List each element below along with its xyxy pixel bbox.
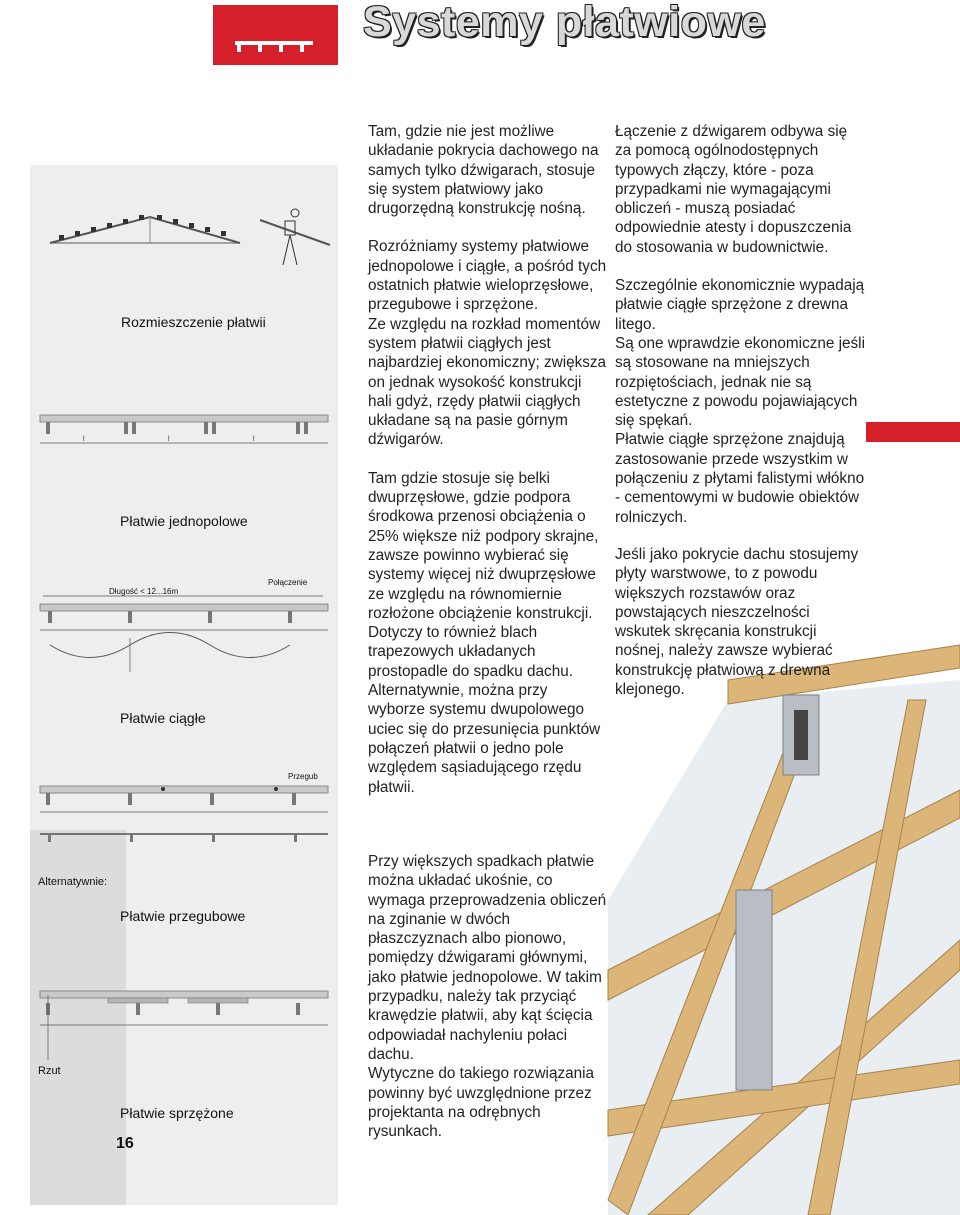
timber-structure-photo	[608, 640, 960, 1215]
single-span-diagram	[38, 405, 333, 450]
length-label: Długość < 12...16m	[109, 587, 179, 596]
brand-logo	[213, 5, 338, 65]
hinged-diagram	[38, 782, 333, 852]
plan-label: Rzut	[38, 1065, 61, 1077]
paragraph: Tam, gdzie nie jest możliwe układanie pokrycia dachowego na samych tylko dźwigarach, stosuje się system płatwiowy jako drugorzędną konstrukcję nośną.	[368, 123, 599, 218]
svg-text:l: l	[83, 436, 85, 443]
paragraph: Płatwie ciągłe sprzężone znajdują zastosowanie przede wszystkim w połączeniu z płytami falistymi włókno - cementowymi w budowie obiektów rolniczych.	[615, 431, 865, 526]
figure-caption-layout: Rozmieszczenie płatwii	[121, 314, 266, 330]
paragraph: Dotyczy to również blach trapezowych układanych prostopadle do spadku dachu.	[368, 624, 573, 680]
figure-caption-coupled: Płatwie sprzężone	[120, 1105, 234, 1121]
hinge-label: Przegub	[288, 772, 318, 781]
paragraph: Przy większych spadkach płatwie można układać ukośnie, co wymaga przeprowadzenia obliczeń na zginanie w dwóch płaszczyznach albo pionowo, pomiędzy dźwigarami głównymi, jako płatwie jednopolowe. W takim przypadku, należy tak przyciąć krawędzie płatwii, aby kąt ścięcia odpowiadał nachyleniu połaci dachu.	[368, 853, 607, 1063]
alternative-label: Alternatywnie:	[38, 876, 108, 888]
paragraph: Jeśli jako pokrycie dachu stosujemy płyty warstwowe, to z powodu większych rozstawów oraz powstających nieszczelności wskutek skręcania konstrukcji nośnej, należy zawsze wybierać konstrukcję płatwiową z drewna klejonego.	[615, 546, 859, 699]
paragraph: Tam gdzie stosuje się belki dwuprzęsłowe, gdzie podpora środkowa przenosi obciążenia o 25% większe niż podpory skrajne, zawsze powinno wybierać się systemy więcej niż dwuprzęsłowe ze względu na równomiernie rozłożone obciążenie konstrukcji.	[368, 469, 599, 622]
figure-caption-continuous: Płatwie ciągłe	[120, 710, 206, 726]
text-column-right	[615, 122, 865, 527]
svg-text:l: l	[253, 436, 255, 443]
paragraph: Rozróżniamy systemy płatwiowe jednopolowe i ciągłe, a pośród tych ostatnich płatwie wieloprzęsłowe, przegubowe i sprzężone.	[368, 238, 607, 314]
coupled-diagram	[38, 985, 333, 1065]
paragraph: Szczególnie ekonomicznie wypadają płatwie ciągłe sprzężone z drewna litego.	[615, 277, 865, 333]
page-number: 16	[116, 1135, 134, 1152]
text-column-middle-lower	[368, 852, 608, 1141]
paragraph: Alternatywnie, można przy wyborze systemu dwupolowego uciec się do przesunięcia punktów połączeń płatwii o jedno pole względem sąsiadującego rzędu płatwii.	[368, 682, 601, 796]
text-column-middle	[368, 122, 608, 797]
page-title: Systemy płatwiowe	[363, 0, 766, 46]
paragraph: Są one wprawdzie ekonomiczne jeśli są stosowane na mniejszych rozpiętościach, jednak nie są estetyczne z powodu pojawiających się spękań.	[615, 334, 865, 430]
figure-caption-single-span: Płatwie jednopolowe	[120, 513, 248, 529]
paragraph: Wytyczne do takiego rozwiązania powinny być uwzględnione przez projektanta na odrębnych rysunkach.	[368, 1065, 595, 1141]
joint-label: Połączenie	[268, 578, 308, 587]
roof-layout-diagram	[45, 205, 335, 275]
figure-caption-hinged: Płatwie przegubowe	[120, 908, 246, 924]
section-marker	[866, 422, 960, 442]
text-column-right-lower	[615, 545, 860, 699]
svg-text:l: l	[168, 436, 170, 443]
paragraph: Łączenie z dźwigarem odbywa się za pomocą ogólnodostępnych typowych złączy, które - poza przypadkami nie wymagającymi obliczeń - muszą posiadać odpowiednie atesty i dopuszczenia do stosowania w budownictwie.	[615, 123, 852, 256]
continuous-diagram	[38, 590, 333, 680]
paragraph: Ze względu na rozkład momentów system płatwii ciągłych jest najbardziej ekonomiczny; zwiększa on jednak wysokość konstrukcji hali gdyż, rzędy płatwii ciągłych układane są na pasie górnym dźwigarów.	[368, 315, 607, 449]
